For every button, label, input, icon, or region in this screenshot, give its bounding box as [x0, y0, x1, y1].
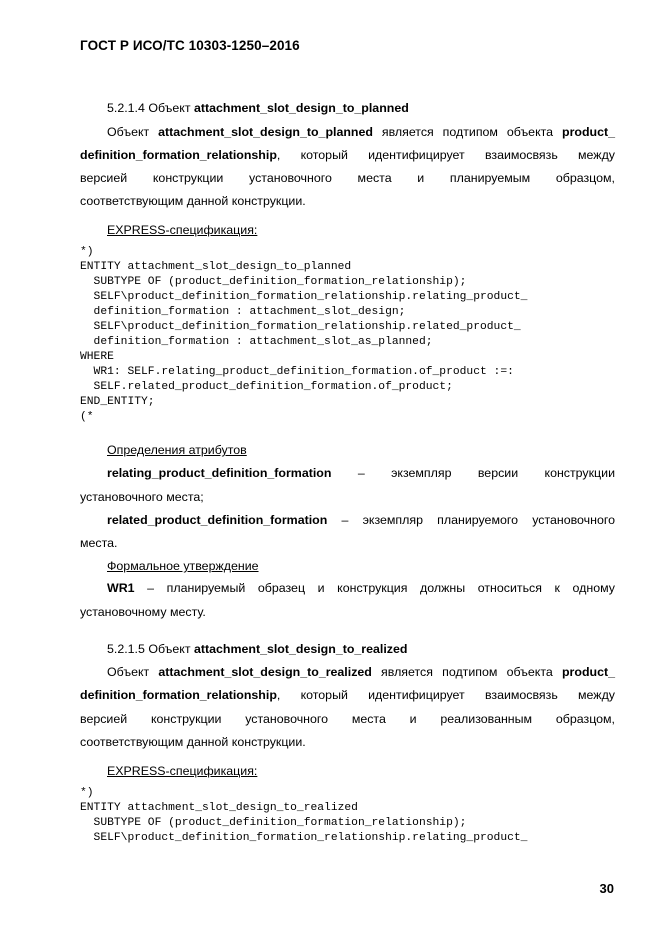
paragraph-line: версией конструкции установочного места и планируемым образцом,	[80, 171, 615, 185]
express-code-block: *) ENTITY attachment_slot_design_to_realized SUBTYPE OF (product_definition_formation_relationship); SELF\product_definition_formation_relationship.relating_product_	[80, 787, 528, 844]
express-spec-label: EXPRESS-спецификация:	[107, 223, 258, 237]
heading-entity-name: attachment_slot_design_to_realized	[193, 642, 408, 656]
heading-entity-name: attachment_slot_design_to_planned	[193, 101, 409, 115]
attribute-definition: related_product_definition_formation – экземпляр планируемого установочного	[107, 513, 615, 527]
paragraph-line: соответствующим данной конструкции.	[80, 194, 306, 208]
paragraph-line: definition_formation_relationship, который идентифицирует взаимосвязь между	[80, 148, 615, 162]
paragraph-line: Объект attachment_slot_design_to_realized является подтипом объекта product_	[107, 665, 615, 679]
formal-proposition-label: Формальное утверждение	[107, 559, 259, 573]
express-code-block: *) ENTITY attachment_slot_design_to_planned SUBTYPE OF (product_definition_formation_relationship); SELF\product_definition_formation_relationship.relating_product_ definition_formation : attachment_slot_design; SELF\product_definition_formation_relationship.related_product_ definition_formation : attachment_slot_as_planned; WHERE WR1: SELF.relating_product_definition_formation.of_product :=: SELF.related_product_definition_formation.of_product; END_ENTITY; (*	[80, 246, 528, 423]
page-number: 30	[599, 881, 614, 896]
formal-proposition-cont: установочному месту.	[80, 605, 206, 619]
attribute-definition-cont: установочного места;	[80, 490, 204, 504]
paragraph-line: версией конструкции установочного места и реализованным образцом,	[80, 712, 615, 726]
formal-proposition: WR1 – планируемый образец и конструкция должны относиться к одному	[107, 581, 615, 595]
express-spec-label: EXPRESS-спецификация:	[107, 764, 258, 778]
document-header: ГОСТ Р ИСО/ТС 10303-1250–2016	[80, 38, 300, 53]
paragraph-line: Объект attachment_slot_design_to_planned является подтипом объекта product_	[107, 125, 616, 139]
attribute-definitions-label: Определения атрибутов	[107, 443, 247, 457]
attribute-definition-cont: места.	[80, 536, 118, 550]
section-heading-5-2-1-4	[107, 100, 409, 116]
attribute-definition: relating_product_definition_formation – экземпляр версии конструкции	[107, 466, 615, 480]
paragraph-line: definition_formation_relationship, который идентифицирует взаимосвязь между	[80, 688, 615, 702]
section-heading-5-2-1-5	[107, 641, 407, 657]
heading-prefix: 5.2.1.4 Объект	[107, 101, 194, 115]
heading-prefix: 5.2.1.5 Объект	[107, 642, 194, 656]
paragraph-line: соответствующим данной конструкции.	[80, 735, 306, 749]
